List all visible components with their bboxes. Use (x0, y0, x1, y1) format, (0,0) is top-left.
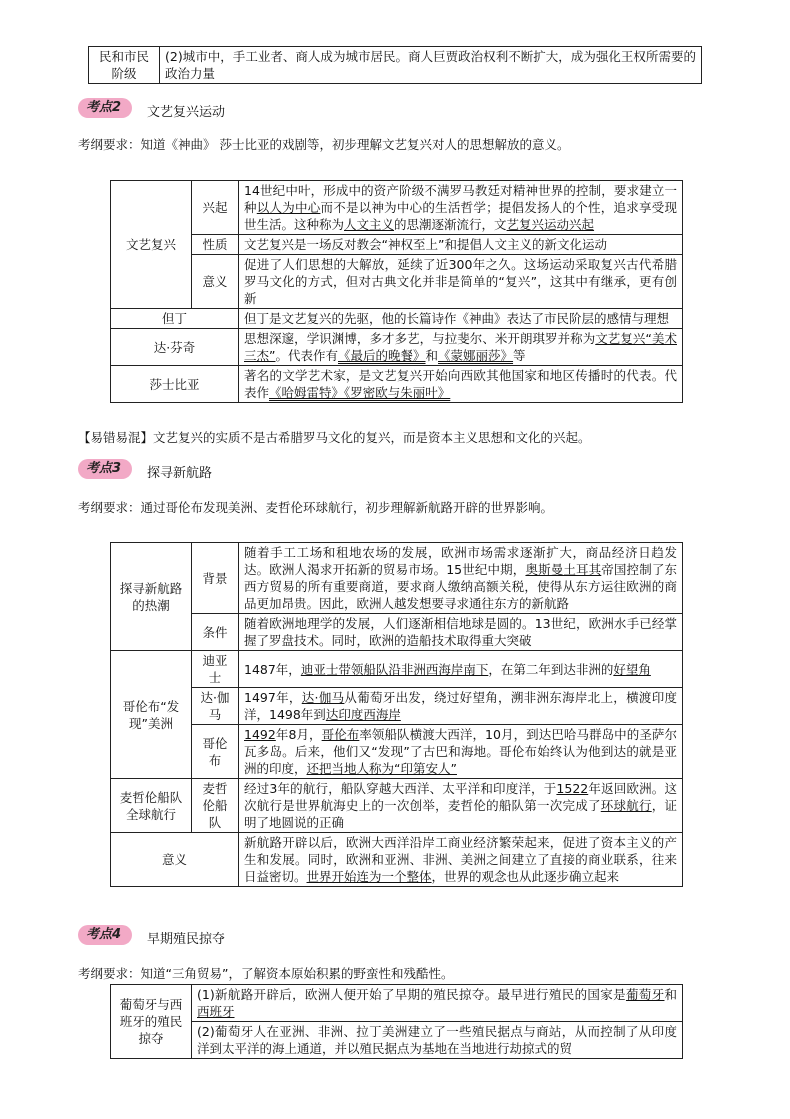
row-text-gelunbu: 1492年8月，哥伦布率领船队横渡大西洋，10月，到达巴哈马群岛中的圣萨尔瓦多岛。后来，他们又“发现”了古巴和海地。哥伦布始终认为他到达的就是亚洲的印度，还把当地人称为“印第安人” (239, 725, 683, 779)
row-label-maizhelun: 麦哲伦船队 (192, 779, 239, 833)
kd2-note: 【易错易混】文艺复兴的实质不是古希腊罗马文化的复兴，而是资本主义思想和文化的兴起。 (78, 430, 591, 445)
kd4-text-1: (1)新航路开辟后，欧洲人便开始了早期的殖民掠夺。最早进行殖民的国家是葡萄牙和西班牙 (192, 985, 683, 1022)
row-text-yiyi: 促进了人们思想的大解放，延续了近300年之久。这场运动采取复兴古代希腊罗马文化的方式，但对古典文化并非是简单的“复兴”，这其中有继承，更有创新 (239, 255, 683, 309)
kd3-badge: 考点3 (78, 459, 132, 479)
kd4-requirement: 考纲要求：知道“三角贸易”，了解资本原始积累的野蛮性和残酷性。 (78, 966, 454, 981)
row-label-xingzhi: 性质 (192, 235, 239, 255)
kd4-badge: 考点4 (78, 925, 132, 945)
row-text-beijing: 随着手工工场和租地农场的发展，欧洲市场需求逐渐扩大，商品经济日趋发达。欧洲人渴求开拓新的贸易市场。15世纪中期，奥斯曼土耳其帝国控制了东西方贸易的所有重要商道，要求商人缴纳高额关税，使得从东方运往欧洲的商品更加昂贵。因此，欧洲人越发想要寻求通往东方的新航路 (239, 543, 683, 614)
row-text-kd3-yiyi: 新航路开辟以后，欧洲大西洋沿岸工商业经济繁荣起来，促进了资本主义的产生和发展。同时，欧洲和亚洲、非洲、美洲之间建立了直接的商业联系，往来日益密切。世界开始连为一个整体，世界的观念也从此逐步确立起来 (239, 833, 683, 887)
kd3-group-3: 麦哲伦船队全球航行 (111, 779, 192, 833)
kd3-requirement: 考纲要求：通过哥伦布发现美洲、麦哲伦环球航行，初步理解新航路开辟的世界影响。 (78, 500, 554, 515)
row-text-diyashi: 1487年，迪亚士带领船队沿非洲西海岸南下，在第二年到达非洲的好望角 (239, 651, 683, 688)
row-text-dagama: 1497年，达·伽马从葡萄牙出发，绕过好望角，溯非洲东海岸北上，横渡印度洋，1498年到达印度西海岸 (239, 688, 683, 725)
row-text-shashibiya: 著名的文学艺术家，是文艺复兴开始向西欧其他国家和地区传播时的代表。代表作《哈姆雷特》《罗密欧与朱丽叶》 (239, 366, 683, 403)
row-label-yiyi: 意义 (192, 255, 239, 309)
row-label-danding: 但丁 (111, 309, 239, 329)
row-label-dafenqi: 达·芬奇 (111, 329, 239, 366)
row-label-kd3-yiyi: 意义 (111, 833, 239, 887)
row-label-gelunbu: 哥伦布 (192, 725, 239, 779)
kd2-requirement: 考纲要求：知道《神曲》 莎士比亚的戏剧等，初步理解文艺复兴对人的思想解放的意义。 (78, 137, 570, 152)
row-label-xingqi: 兴起 (192, 181, 239, 235)
row-text-xingzhi: 文艺复兴是一场反对教会“神权至上”和提倡人文主义的新文化运动 (239, 235, 683, 255)
kd3-group-2: 哥伦布“发现”美洲 (111, 651, 192, 779)
top-row-label: 民和市民阶级 (89, 47, 160, 84)
kd3-table (110, 542, 683, 887)
row-text-danding: 但丁是文艺复兴的先驱，他的长篇诗作《神曲》表达了市民阶层的感情与理想 (239, 309, 683, 329)
kd4-label: 葡萄牙与西班牙的殖民掠夺 (111, 985, 192, 1059)
kd3-group-1: 探寻新航路的热潮 (111, 543, 192, 651)
kd2-badge: 考点2 (78, 98, 132, 118)
row-text-tiaojian: 随着欧洲地理学的发展，人们逐渐相信地球是圆的。13世纪，欧洲水手已经掌握了罗盘技术。同时，欧洲的造船技术取得重大突破 (239, 614, 683, 651)
row-text-xingqi: 14世纪中叶，形成中的资产阶级不满罗马教廷对精神世界的控制，要求建立一种以人为中心而不是以神为中心的生活哲学；提倡发扬人的个性，追求享受现世生活。这种称为人文主义的思潮逐渐流行，文艺复兴运动兴起 (239, 181, 683, 235)
row-label-shashibiya: 莎士比亚 (111, 366, 239, 403)
kd2-table (110, 180, 683, 403)
row-label-dagama: 达·伽马 (192, 688, 239, 725)
row-label-beijing: 背景 (192, 543, 239, 614)
row-text-maizhelun: 经过3年的航行，船队穿越大西洋、太平洋和印度洋，于1522年返回欧洲。这次航行是世界航海史上的一次创举，麦哲伦的船队第一次完成了环球航行，证明了地圆说的正确 (239, 779, 683, 833)
kd4-text-2: (2)葡萄牙人在亚洲、非洲、拉丁美洲建立了一些殖民据点与商站，从而控制了从印度洋到太平洋的海上通道，并以殖民据点为基地在当地进行劫掠式的贸 (192, 1022, 683, 1059)
kd2-title: 文艺复兴运动 (147, 105, 226, 120)
kd3-title: 探寻新航路 (147, 466, 213, 481)
kd4-table (110, 984, 683, 1059)
kd2-group: 文艺复兴 (111, 181, 192, 309)
top-table (88, 46, 702, 84)
row-label-diyashi: 迪亚士 (192, 651, 239, 688)
top-row-text: (2)城市中，手工业者、商人成为城市居民。商人巨贾政治权利不断扩大，成为强化王权所需要的政治力量 (160, 47, 702, 84)
row-text-dafenqi: 思想深邃，学识渊博，多才多艺，与拉斐尔、米开朗琪罗并称为文艺复兴“美术三杰”。代表作有《最后的晚餐》和《蒙娜丽莎》等 (239, 329, 683, 366)
row-label-tiaojian: 条件 (192, 614, 239, 651)
kd4-title: 早期殖民掠夺 (147, 932, 226, 947)
